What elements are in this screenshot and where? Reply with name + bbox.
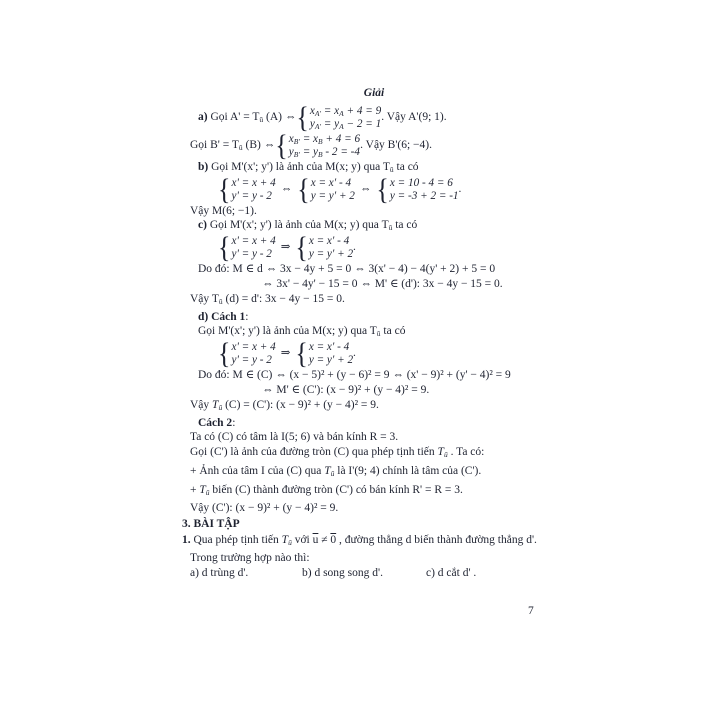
- system-brace: {: [296, 100, 309, 134]
- equation-system: [310, 105, 381, 131]
- system-equation-row: [309, 341, 353, 354]
- document-line: [190, 446, 592, 460]
- document-line: [198, 325, 592, 339]
- text-run: $\overline{u}$: [312, 534, 319, 547]
- equation-system-line: [190, 128, 592, 162]
- equivalence-arrow: ⇔: [359, 182, 372, 195]
- text-run: ⇔ M' ∈ (C'): (x − 9)² + (y − 4)² = 9.: [262, 383, 430, 396]
- text-run: B': [293, 149, 300, 159]
- page-number: 7: [528, 605, 534, 617]
- equation-lead-text: [190, 139, 275, 153]
- text-run: Giải: [363, 87, 385, 99]
- text-run: = y: [321, 117, 340, 130]
- equation-system-line: [218, 336, 592, 371]
- document-line: [262, 384, 592, 398]
- document-line: [190, 431, 592, 445]
- equation-system: [231, 235, 275, 261]
- text-run: = x: [321, 104, 340, 117]
- equation-tail-text: [459, 183, 462, 197]
- text-run: y = -3 + 2 = -1: [389, 189, 459, 202]
- equivalence-arrow: ⇒: [280, 241, 291, 254]
- text-run: . Vậy B'(6; −4).: [360, 138, 433, 151]
- system-equation-row: [309, 248, 353, 261]
- text-run: ≠: [318, 534, 331, 547]
- equation-system: [289, 133, 360, 159]
- text-run: y' = y - 2: [231, 189, 272, 202]
- document-content: [182, 86, 592, 582]
- document-line: [190, 552, 592, 566]
- text-run: T: [212, 398, 219, 411]
- text-run: ⇔ 3x' − 4y' − 15 = 0 ⇔ M' ∈ (d'): 3x − 4y − 15 = 0.: [262, 277, 503, 290]
- document-line: [190, 502, 592, 516]
- equivalence-arrow: ⇒: [280, 347, 291, 360]
- equation-system: [231, 341, 275, 367]
- answer-option: c) d cắt d' .: [426, 566, 477, 579]
- document-line: [198, 311, 592, 325]
- system-equation-row: [390, 190, 459, 203]
- system-brace: {: [218, 172, 231, 206]
- text-run: y' = y - 2: [231, 248, 272, 261]
- system-equation-row: [390, 177, 459, 190]
- text-run: 3. BÀI TẬP: [182, 518, 240, 531]
- text-run: Do đó: M ∈ (C) ⇔ (x − 5)² + (y − 6)² = 9 ⇔ (x' − 9)² + (y' − 4)² = 9: [198, 369, 511, 382]
- system-equation-row: [309, 354, 353, 367]
- text-run: ta có: [380, 325, 406, 338]
- text-run: Gọi M'(x'; y') là ảnh của M(x; y) qua T: [209, 219, 389, 232]
- document-line: [190, 484, 592, 498]
- text-run: A': [314, 108, 321, 118]
- equation-system: [311, 177, 355, 203]
- equation-lead-text: [198, 111, 296, 125]
- text-run: với: [291, 534, 313, 547]
- system-equation-row: [311, 190, 355, 203]
- text-run: ū: [443, 450, 448, 460]
- text-run: x' = x + 4: [231, 176, 276, 189]
- text-run: Ta có (C) có tâm là I(5; 6) và bán kính R = 3.: [190, 431, 399, 444]
- system-equation-row: [309, 235, 353, 248]
- system-equation-row: [310, 118, 381, 131]
- equation-tail-text: [353, 347, 356, 361]
- text-run: .: [353, 347, 356, 360]
- text-run: ū: [205, 487, 210, 497]
- text-run: ta có: [393, 160, 419, 173]
- system-equation-row: [289, 146, 360, 159]
- system-equation-row: [231, 354, 275, 367]
- text-run: T: [437, 446, 444, 459]
- document-line: [198, 417, 592, 431]
- system-brace: {: [275, 128, 288, 162]
- text-run: x: [309, 104, 315, 117]
- text-run: y = y' + 2: [310, 189, 355, 202]
- text-run: .: [458, 182, 462, 195]
- system-equation-row: [289, 133, 360, 146]
- text-run: A: [339, 121, 344, 131]
- text-run: Qua phép tịnh tiến: [193, 534, 282, 547]
- equation-tail-text: [360, 139, 432, 153]
- text-run: :: [232, 416, 236, 429]
- text-run: − 2 = 1: [343, 117, 382, 130]
- text-run: ū: [218, 402, 223, 412]
- text-run: Vậy: [190, 398, 213, 411]
- text-run: x: [288, 132, 294, 145]
- text-run: A': [314, 121, 321, 131]
- answer-option: a) d trùng d'.: [190, 566, 249, 579]
- text-run: ū: [218, 296, 223, 306]
- system-equation-row: [231, 341, 275, 354]
- text-run: (A) ⇔: [263, 110, 297, 123]
- text-run: Vậy (C'): (x − 9)² + (y − 4)² = 9.: [190, 501, 339, 514]
- answer-options-row: [190, 567, 592, 581]
- system-equation-row: [231, 190, 275, 203]
- text-run: Gọi A' = T: [210, 110, 260, 123]
- text-run: ū: [388, 223, 393, 233]
- text-run: Vậy M(6; −1).: [190, 204, 257, 217]
- text-run: + Ảnh của tâm I của (C) qua: [190, 464, 325, 477]
- text-run: x' = x + 4: [231, 235, 276, 248]
- text-run: = x: [299, 132, 319, 145]
- text-run: x = x' - 4: [308, 235, 350, 248]
- document-line: [190, 205, 592, 219]
- equation-system-line: [198, 100, 592, 134]
- system-brace: {: [376, 172, 389, 206]
- text-run: là I'(9; 4) chính là tâm của (C').: [334, 464, 482, 477]
- system-equation-row: [231, 235, 275, 248]
- text-run: ū: [376, 329, 381, 339]
- text-run: (B) ⇔: [242, 138, 276, 151]
- equation-system: [231, 177, 275, 203]
- text-run: Gọi B' = T: [190, 138, 239, 151]
- system-equation-row: [231, 248, 275, 261]
- text-run: ū: [259, 114, 264, 124]
- text-run: . Vậy A'(9; 1).: [381, 110, 447, 123]
- text-run: Do đó: M ∈ d ⇔ 3x − 4y + 5 = 0 ⇔ 3(x' − 4) − 4(y' + 2) + 5 = 0: [198, 263, 496, 276]
- text-run: b): [198, 160, 212, 173]
- text-run: y: [309, 117, 315, 130]
- text-run: ū: [330, 468, 335, 478]
- text-run: B: [318, 136, 323, 146]
- text-run: = y: [299, 145, 319, 158]
- text-run: ū: [238, 142, 243, 152]
- system-brace: {: [218, 230, 231, 265]
- text-run: Trong trường hợp nào thì:: [190, 551, 310, 564]
- equation-system-line: [218, 230, 592, 265]
- text-run: 1.: [182, 534, 194, 547]
- text-run: B': [293, 136, 300, 146]
- document-line: [198, 161, 592, 175]
- text-run: Gọi M'(x'; y') là ảnh của M(x; y) qua T: [198, 325, 377, 338]
- text-run: x = 10 - 4 = 6: [389, 176, 453, 189]
- text-run: T: [324, 464, 331, 477]
- document-line: [190, 399, 592, 413]
- equation-system: [390, 177, 459, 203]
- text-run: + 4 = 6: [322, 132, 361, 145]
- equivalence-arrow: ⇔: [280, 182, 293, 195]
- text-run: x' = x + 4: [231, 341, 276, 354]
- text-run: - 2 = -4: [322, 145, 360, 158]
- text-run: T: [199, 483, 206, 496]
- text-run: y' = y - 2: [231, 354, 272, 367]
- text-run: c): [198, 219, 210, 232]
- equation-tail-text: [353, 241, 356, 255]
- document-line: [190, 465, 592, 479]
- system-equation-row: [311, 177, 355, 190]
- text-run: y = y' + 2: [308, 354, 354, 367]
- text-run: B: [318, 149, 323, 159]
- document-line: [198, 369, 592, 383]
- document-line: [182, 534, 592, 548]
- text-run: biến (C) thành đường tròn (C') có bán kính R' = R = 3.: [209, 483, 463, 496]
- text-run: . Ta có:: [447, 446, 485, 459]
- system-brace: {: [297, 172, 310, 206]
- text-run: x = x' - 4: [308, 341, 350, 354]
- text-run: + 4 = 9: [343, 104, 382, 117]
- text-run: :: [245, 310, 249, 323]
- text-run: a): [198, 110, 211, 123]
- text-run: 0: [330, 534, 337, 547]
- solution-heading: [182, 87, 592, 101]
- text-run: .: [353, 241, 356, 254]
- answer-option: b) d song song d'.: [302, 566, 383, 579]
- text-run: (C) = (C'): (x − 9)² + (y − 4)² = 9.: [222, 398, 379, 411]
- text-run: x = x' - 4: [310, 176, 352, 189]
- text-run: ū: [288, 538, 292, 548]
- system-brace: {: [295, 336, 308, 371]
- system-brace: {: [218, 336, 231, 371]
- equation-tail-text: [381, 111, 446, 125]
- system-equation-row: [231, 177, 275, 190]
- text-run: ū: [389, 164, 394, 174]
- text-run: Gọi M'(x'; y') là ảnh của M(x; y) qua T: [211, 160, 390, 173]
- text-run: , đường thẳng d biến thành đường thẳng d'.: [336, 534, 537, 547]
- text-run: y = y' + 2: [308, 248, 354, 261]
- text-run: T: [281, 534, 289, 547]
- text-run: +: [190, 483, 200, 496]
- equation-system-line: [218, 172, 592, 206]
- document-line: [262, 278, 592, 292]
- text-run: (d) = d': 3x − 4y − 15 = 0.: [222, 292, 345, 305]
- system-brace: {: [295, 230, 308, 265]
- text-run: Gọi (C') là ảnh của đường tròn (C) qua phép tịnh tiến: [190, 446, 438, 459]
- document-line: [190, 293, 592, 307]
- text-run: A: [339, 108, 344, 118]
- document-line: [182, 518, 592, 532]
- text-run: y: [288, 145, 294, 158]
- document-line: [198, 263, 592, 277]
- text-run: Vậy T: [190, 292, 219, 305]
- text-run: ta có: [392, 219, 418, 232]
- equation-system: [309, 341, 353, 367]
- system-equation-row: [310, 105, 381, 118]
- document-line: [198, 219, 592, 233]
- equation-system: [309, 235, 353, 261]
- text-run: d) Cách 1: [198, 310, 246, 323]
- text-run: Cách 2: [198, 416, 233, 429]
